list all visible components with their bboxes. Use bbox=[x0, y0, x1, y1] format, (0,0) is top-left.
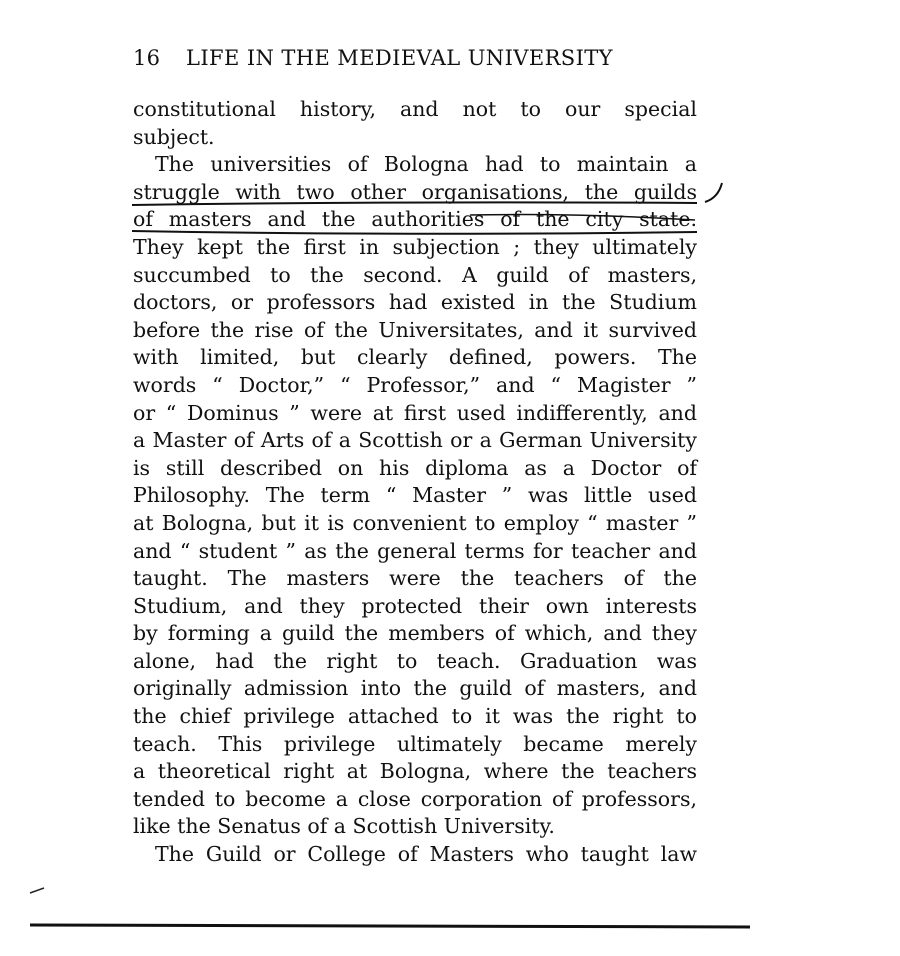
text-line: with limited, but clearly defined, powers. The bbox=[133, 345, 697, 370]
text-line: taught. The masters were the teachers of the bbox=[133, 566, 697, 591]
text-line: and “ student ” as the general terms for teacher and bbox=[133, 538, 697, 563]
text-line: The Guild or College of Masters who taught law bbox=[155, 842, 697, 867]
text-line: or “ Dominus ” were at first used indifferently, and bbox=[133, 400, 697, 425]
text-line: originally admission into the guild of masters, and bbox=[133, 676, 697, 701]
text-line: a Master of Arts of a Scottish or a German University bbox=[133, 428, 697, 453]
text-line: at Bologna, but it is convenient to employ “ master ” bbox=[133, 510, 697, 535]
text-line: alone, had the right to teach. Graduation was bbox=[133, 648, 697, 673]
bottom-rule bbox=[30, 925, 750, 927]
text-line: The universities of Bologna had to maintain a bbox=[155, 152, 697, 177]
text-line: before the rise of the Universitates, and it survived bbox=[133, 317, 697, 342]
text-line: is still described on his diploma as a Doctor of bbox=[133, 455, 697, 480]
text-line: words “ Doctor,” “ Professor,” and “ Magister ” bbox=[133, 372, 697, 397]
text-line: tended to become a close corporation of professors, bbox=[133, 786, 697, 811]
text-line: succumbed to the second. A guild of masters, bbox=[133, 262, 697, 287]
page-number: 16 bbox=[133, 46, 161, 70]
text-line: constitutional history, and not to our special bbox=[133, 97, 697, 121]
text-line: struggle with two other organisations, the guilds bbox=[133, 179, 697, 204]
text-line: of masters and the authorities of the city state. bbox=[133, 207, 697, 232]
text-line: a theoretical right at Bologna, where the teachers bbox=[133, 759, 697, 784]
text-line: doctors, or professors had existed in the Studium bbox=[133, 290, 697, 315]
text-line: the chief privilege attached to it was the right to bbox=[133, 704, 697, 729]
text-line: Studium, and they protected their own interests bbox=[133, 593, 697, 618]
running-header bbox=[133, 46, 685, 76]
text-line: like the Senatus of a Scottish University. bbox=[133, 814, 555, 839]
text-line: by forming a guild the members of which, and they bbox=[133, 621, 697, 646]
body-text bbox=[133, 96, 697, 869]
check-mark bbox=[705, 183, 722, 202]
running-title: LIFE IN THE MEDIEVAL UNIVERSITY bbox=[186, 46, 613, 70]
margin-dash bbox=[30, 888, 44, 893]
text-line: teach. This privilege ultimately became merely bbox=[133, 731, 697, 756]
text-line: They kept the first in subjection ; they ultimately bbox=[133, 234, 697, 259]
text-line: Philosophy. The term “ Master ” was little used bbox=[133, 483, 697, 508]
text-line: subject. bbox=[133, 124, 215, 149]
